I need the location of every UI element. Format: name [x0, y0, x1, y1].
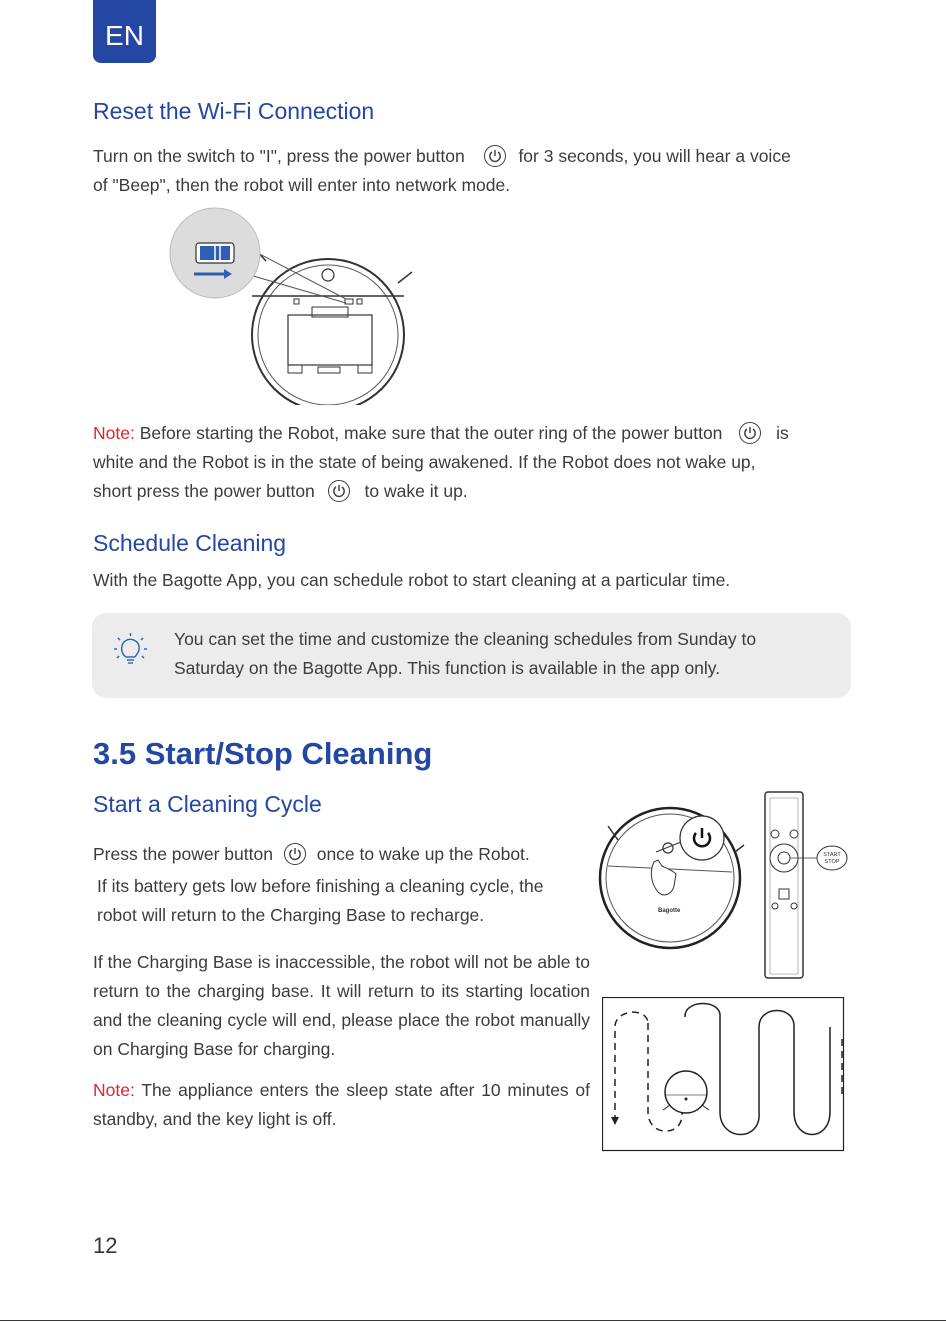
wake-text-start: Press the power button [93, 844, 273, 864]
wifi-line1-end: for 3 seconds, you will hear a voice [518, 146, 791, 166]
sleep-note-paragraph [93, 1076, 590, 1134]
note-label: Note: [93, 1080, 135, 1100]
wake-text-end: once to wake up the Robot. [316, 844, 530, 864]
robot-remote-illustration [598, 790, 858, 990]
page-number: 12 [93, 1233, 118, 1258]
robot-brand-label: Bagotte [658, 908, 681, 914]
wifi-reset-paragraph [93, 142, 853, 200]
note1-line3-end: to wake it up. [364, 481, 468, 501]
cleaning-path-illustration [602, 997, 845, 1153]
section-heading: 3.5 Start/Stop Cleaning [93, 736, 433, 771]
low-battery-paragraph [97, 872, 597, 930]
power-icon [328, 480, 350, 502]
wifi-reset-heading: Reset the Wi-Fi Connection [93, 98, 375, 124]
schedule-heading: Schedule Cleaning [93, 530, 287, 556]
base-inaccessible-paragraph: If the Charging Base is inaccessible, the robot will not be able to return to the charging base. It will return to its starting location and the cleaning cycle will end, please place the robot manually on Charging Base for charging. [93, 952, 590, 1059]
remote-stop-label: STOP [824, 859, 840, 865]
remote-start-label: START [823, 852, 841, 858]
wake-up-paragraph [93, 840, 593, 869]
wifi-line1-start: Turn on the switch to "I", press the power button [93, 146, 465, 166]
note1-line1-end: is [776, 423, 789, 443]
power-note-paragraph [93, 419, 863, 506]
note1-line3-start: short press the power button [93, 481, 315, 501]
sleep-note-text: The appliance enters the sleep state after 10 minutes of standby, and the key light is off. [93, 1080, 590, 1129]
schedule-paragraph: With the Bagotte App, you can schedule robot to start cleaning at a particular time. [93, 570, 731, 590]
note-label: Note: [93, 423, 135, 443]
power-icon [484, 145, 506, 167]
note1-line1-start: Before starting the Robot, make sure that the outer ring of the power button [139, 423, 723, 443]
low-battery-line1: If its battery gets low before finishing a cleaning cycle, the [97, 876, 544, 896]
cleaning-cycle-heading: Start a Cleaning Cycle [93, 791, 322, 817]
robot-switch-illustration [160, 205, 420, 405]
lightbulb-icon [114, 633, 150, 673]
power-icon [739, 422, 761, 444]
wifi-line2: of "Beep", then the robot will enter into network mode. [93, 175, 511, 195]
tip-line1: You can set the time and customize the cleaning schedules from Sunday to [174, 629, 757, 649]
power-icon [284, 843, 306, 865]
note1-line2: white and the Robot is in the state of being awakened. If the Robot does not wake up, [93, 452, 756, 472]
low-battery-line2: robot will return to the Charging Base to recharge. [97, 905, 485, 925]
tip-text [174, 625, 834, 683]
footer-divider [0, 1320, 946, 1321]
tip-line2: Saturday on the Bagotte App. This function is available in the app only. [174, 658, 721, 678]
language-tab: EN [93, 0, 156, 63]
tip-box [92, 613, 851, 698]
